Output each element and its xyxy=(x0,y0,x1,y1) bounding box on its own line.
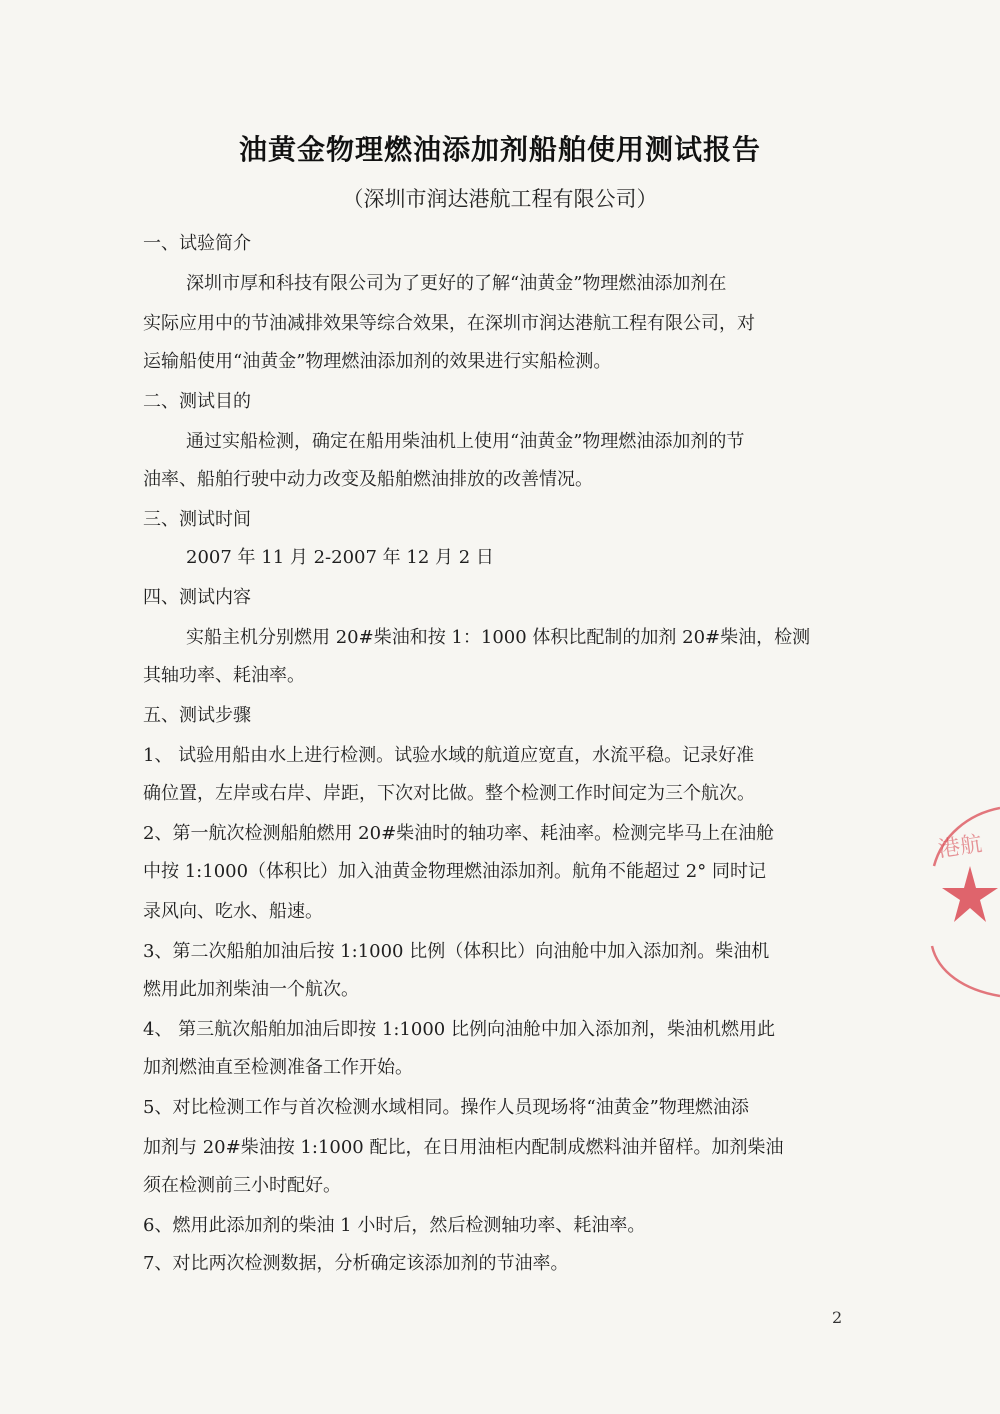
paragraph-line: 深圳市厚和科技有限公司为了更好的了解“油黄金”物理燃油添加剂在 xyxy=(186,273,727,294)
paragraph-line: 油率、船舶行驶中动力改变及船舶燃油排放的改善情况。 xyxy=(143,469,593,490)
step-line: 确位置，左岸或右岸、岸距，下次对比做。整个检测工作时间定为三个航次。 xyxy=(143,783,755,804)
step-line: 录风向、吃水、船速。 xyxy=(143,901,323,922)
company-seal-stamp xyxy=(918,796,1000,1002)
seal-text: 港航 xyxy=(936,831,984,863)
section-heading-purpose: 二、测试目的 xyxy=(143,391,251,412)
document-title: 油黄金物理燃油添加剂船舶使用测试报告 xyxy=(238,133,761,166)
section-heading-content: 四、测试内容 xyxy=(143,587,251,608)
paragraph-line: 通过实船检测，确定在船用柴油机上使用“油黄金”物理燃油添加剂的节 xyxy=(186,431,745,452)
seal-star-icon xyxy=(942,866,998,922)
step-line: 加剂与 20#柴油按 1:1000 配比，在日用油柜内配制成燃料油并留样。加剂柴油 xyxy=(143,1137,784,1158)
paragraph-line: 运输船使用“油黄金”物理燃油添加剂的效果进行实船检测。 xyxy=(143,351,612,372)
step-line: 3、第二次船舶加油后按 1:1000 比例（体积比）向油舱中加入添加剂。柴油机 xyxy=(143,941,770,962)
paragraph-line: 实船主机分别燃用 20#柴油和按 1：1000 体积比配制的加剂 20#柴油，检测 xyxy=(186,627,811,648)
step-line: 4、 第三航次船舶加油后即按 1:1000 比例向油舱中加入添加剂，柴油机燃用此 xyxy=(143,1019,775,1040)
paragraph-line: 其轴功率、耗油率。 xyxy=(143,665,305,686)
step-line: 中按 1:1000（体积比）加入油黄金物理燃油添加剂。航角不能超过 2° 同时记 xyxy=(143,861,766,882)
section-heading-intro: 一、试验简介 xyxy=(143,233,251,254)
step-line: 加剂燃油直至检测准备工作开始。 xyxy=(143,1057,413,1078)
paragraph-line: 实际应用中的节油减排效果等综合效果，在深圳市润达港航工程有限公司，对 xyxy=(143,313,755,334)
step-line: 6、燃用此添加剂的柴油 1 小时后，然后检测轴功率、耗油率。 xyxy=(143,1215,646,1236)
step-line: 7、对比两次检测数据，分析确定该添加剂的节油率。 xyxy=(143,1253,569,1274)
section-heading-steps: 五、测试步骤 xyxy=(143,705,251,726)
step-line: 5、对比检测工作与首次检测水域相同。操作人员现场将“油黄金”物理燃油添 xyxy=(143,1097,749,1118)
step-line: 燃用此加剂柴油一个航次。 xyxy=(143,979,359,1000)
step-line: 1、 试验用船由水上进行检测。试验水域的航道应宽直，水流平稳。记录好准 xyxy=(143,745,755,766)
page-number: 2 xyxy=(832,1308,843,1327)
section-heading-time: 三、测试时间 xyxy=(143,509,251,530)
step-line: 须在检测前三小时配好。 xyxy=(143,1175,341,1196)
document-subtitle: （深圳市润达港航工程有限公司） xyxy=(342,187,658,211)
step-line: 2、第一航次检测船舶燃用 20#柴油时的轴功率、耗油率。检测完毕马上在油舱 xyxy=(143,823,775,844)
test-period: 2007 年 11 月 2-2007 年 12 月 2 日 xyxy=(186,547,494,568)
